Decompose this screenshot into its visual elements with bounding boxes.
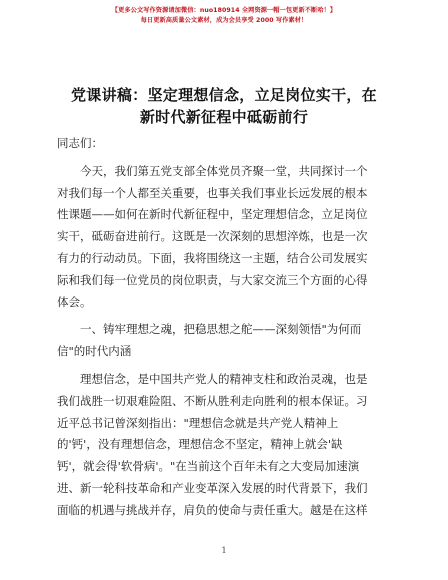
paragraph-line: 对我们每一个人都至关重要，也事关我们事业长远发展的根本 [57,185,368,200]
promo-banner [0,6,448,26]
paragraph-line: 钙'，就会得'软骨病'。"在当前这个百年未有之大变局加速演 [57,459,360,474]
paragraph-intro [57,161,383,314]
paragraph-line: 际和我们每一位党员的岗位职责，与大家交流三个方面的心得 [57,272,368,287]
paragraph-line: 近平总书记曾深刻指出："理想信念就是共产党人精神上 [57,415,339,430]
paragraph-line: 有力的行动动员。下面，我将围绕这一主题，结合公司发展实 [57,250,368,265]
paragraph-ideals [57,369,383,522]
promo-banner-line2: 每日更新高质量公文素材，成为会员享受 2000 写作素材！ [140,17,308,24]
document-title [48,84,400,128]
paragraph-line: 进、新一轮科技革命和产业变革深入发展的时代背景下，我们 [57,480,368,495]
page-number: 1 [221,546,227,555]
paragraph-line: 体会。 [57,294,92,309]
heading-line: 一、铸牢理想之魂，把稳思想之舵——深刻领悟"为何而 [80,322,362,337]
paragraph-line: 性课题——如何在新时代新征程中，坚定理想信念，立足岗位 [57,207,368,222]
paragraph-line: 理想信念，是中国共产党人的精神支柱和政治灵魂，也是 [80,371,368,386]
title-line-1: 党课讲稿：坚定理想信念，立足岗位实干，在 [70,86,377,104]
section-heading-1 [57,319,383,363]
heading-line: 信"的时代内涵 [57,344,132,359]
paragraph-line: 面临的机遇与挑战并存，肩负的使命与责任重大。越是在这样 [57,502,368,517]
paragraph-line: 今天，我们第五党支部全体党员齐聚一堂，共同探讨一个 [80,163,368,178]
paragraph-line: 的'钙'，没有理想信念，理想信念不坚定，精神上就会'缺 [57,437,343,452]
paragraph-line: 我们战胜一切艰难险阻、不断从胜利走向胜利的根本保证。习 [57,393,368,408]
promo-banner-line1: 【更多公文写作资源请加微信：nuo180914 全网资源一帽一包更新不断哈！】 [111,7,337,14]
greeting: 同志们： [57,136,103,150]
paragraph-line: 实干，砥砺奋进前行。这既是一次深刻的思想淬炼，也是一次 [57,229,368,244]
document-body [57,133,383,522]
title-line-2: 新时代新征程中砥砺前行 [139,108,309,126]
